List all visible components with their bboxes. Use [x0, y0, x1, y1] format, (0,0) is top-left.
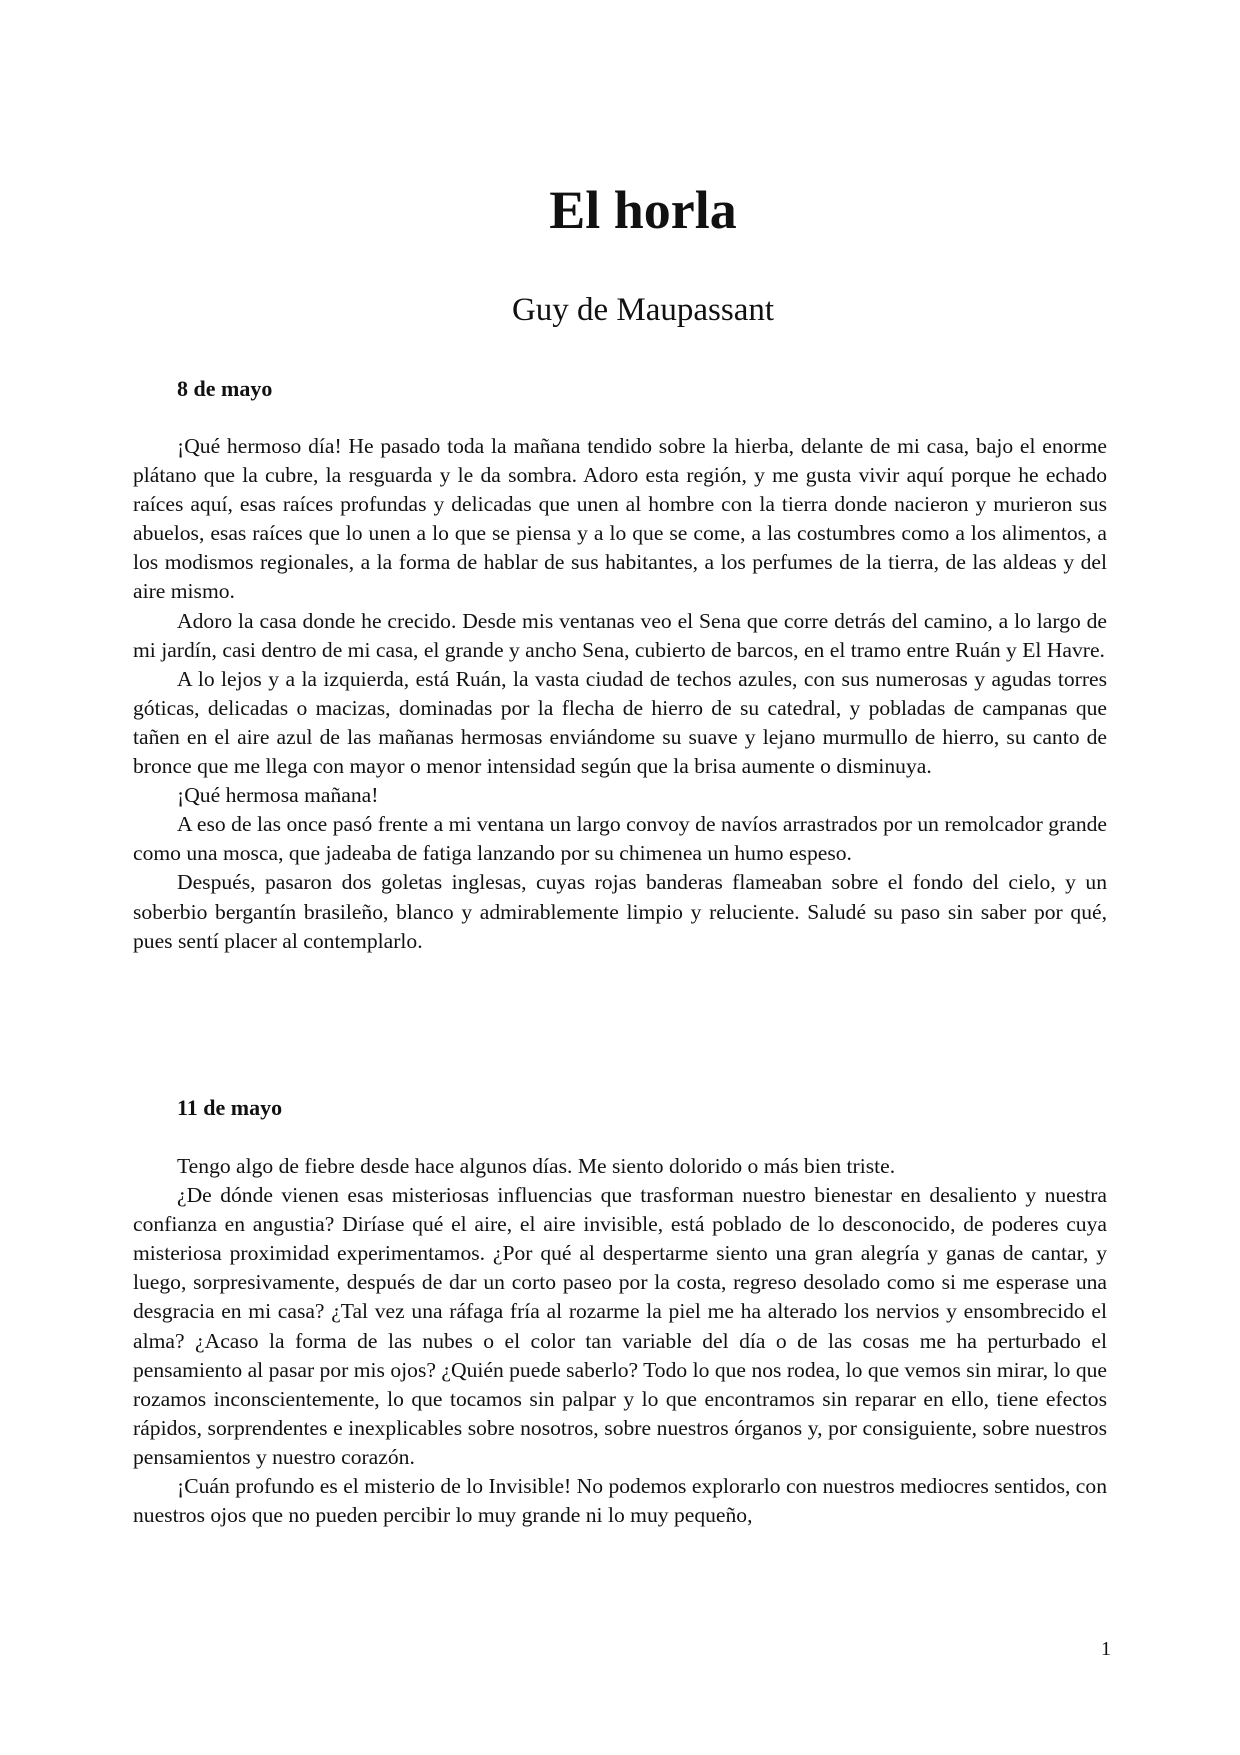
- paragraph: Después, pasaron dos goletas inglesas, cuyas rojas banderas flameaban sobre el fondo del cielo, y un soberbio bergantín brasileño, blanco y admirablemente limpio y reluciente. Saludé su paso sin saber por qué, pues sentí placer al contemplarlo.: [133, 870, 1107, 953]
- section-body: [133, 432, 1107, 956]
- section-body: [133, 1152, 1107, 1530]
- section-date-heading: 8 de mayo: [177, 376, 273, 401]
- page-number: 1: [1101, 1638, 1111, 1660]
- document-author: Guy de Maupassant: [511, 292, 775, 328]
- paragraph: ¡Qué hermoso día! He pasado toda la mañana tendido sobre la hierba, delante de mi casa, bajo el enorme plátano que la cubre, la resguarda y le da sombra. Adoro esta región, y me gusta vivir aquí porque he echado raíces aquí, esas raíces profundas y delicadas que unen al hombre con la tierra donde nacieron y murieron sus abuelos, esas raíces que lo unen a lo que se piensa y a lo que se come, a las costumbres como a los alimentos, a los modismos regionales, a la forma de hablar de sus habitantes, a los perfumes de la tierra, de las aldeas y del aire mismo.: [133, 434, 1107, 604]
- paragraph: A eso de las once pasó frente a mi ventana un largo convoy de navíos arrastrados por un remolcador grande como una mosca, que jadeaba de fatiga lanzando por su chimenea un humo espeso.: [133, 812, 1107, 866]
- paragraph: ¡Qué hermosa mañana!: [177, 783, 379, 808]
- document-title: El horla: [549, 180, 737, 240]
- paragraph: A lo lejos y a la izquierda, está Ruán, la vasta ciudad de techos azules, con sus numerosas y agudas torres góticas, delicadas o macizas, dominadas por la flecha de hierro de su catedral, y pobladas de campanas que tañen en el aire azul de las mañanas hermosas enviándome su suave y lejano murmullo de hierro, su canto de bronce que me llega con mayor o menor intensidad según que la brisa aumente o disminuya.: [133, 666, 1107, 779]
- paragraph: Tengo algo de fiebre desde hace algunos días. Me siento dolorido o más bien triste.: [177, 1154, 896, 1178]
- paragraph: Adoro la casa donde he crecido. Desde mis ventanas veo el Sena que corre detrás del camino, a lo largo de mi jardín, casi dentro de mi casa, el grande y ancho Sena, cubierto de barcos, en el tramo entre Ruán y El Havre.: [133, 608, 1107, 662]
- paragraph: ¡Cuán profundo es el misterio de lo Invisible! No podemos explorarlo con nuestros mediocres sentidos, con nuestros ojos que no pueden percibir lo muy grande ni lo muy pequeño,: [133, 1474, 1107, 1528]
- section-date-heading: 11 de mayo: [177, 1095, 283, 1120]
- paragraph: ¿De dónde vienen esas misteriosas influencias que trasforman nuestro bienestar en desaliento y nuestra confianza en angustia? Diríase qué el aire, el aire invisible, está poblado de lo desconocido, de poderes cuya misteriosa proximidad experimentamos. ¿Por qué al despertarme siento una gran alegría y ganas de cantar, y luego, sorpresivamente, después de dar un corto paseo por la costa, regreso desolado como si me esperase una desgracia en mi casa? ¿Tal vez una ráfaga fría al rozarme la piel me ha alterado los nervios y ensombrecido el alma? ¿Acaso la forma de las nubes o el color tan variable del día o de las cosas me ha perturbado el pensamiento al pasar por mis ojos? ¿Quién puede saberlo? Todo lo que nos rodea, lo que vemos sin mirar, lo que rozamos inconscientemente, lo que tocamos sin palpar y lo que encontramos sin reparar en ello, tiene efectos rápidos, sorprendentes e inexplicables sobre nosotros, sobre nuestros órganos y, por consiguiente, sobre nuestros pensamientos y nuestro corazón.: [133, 1183, 1107, 1469]
